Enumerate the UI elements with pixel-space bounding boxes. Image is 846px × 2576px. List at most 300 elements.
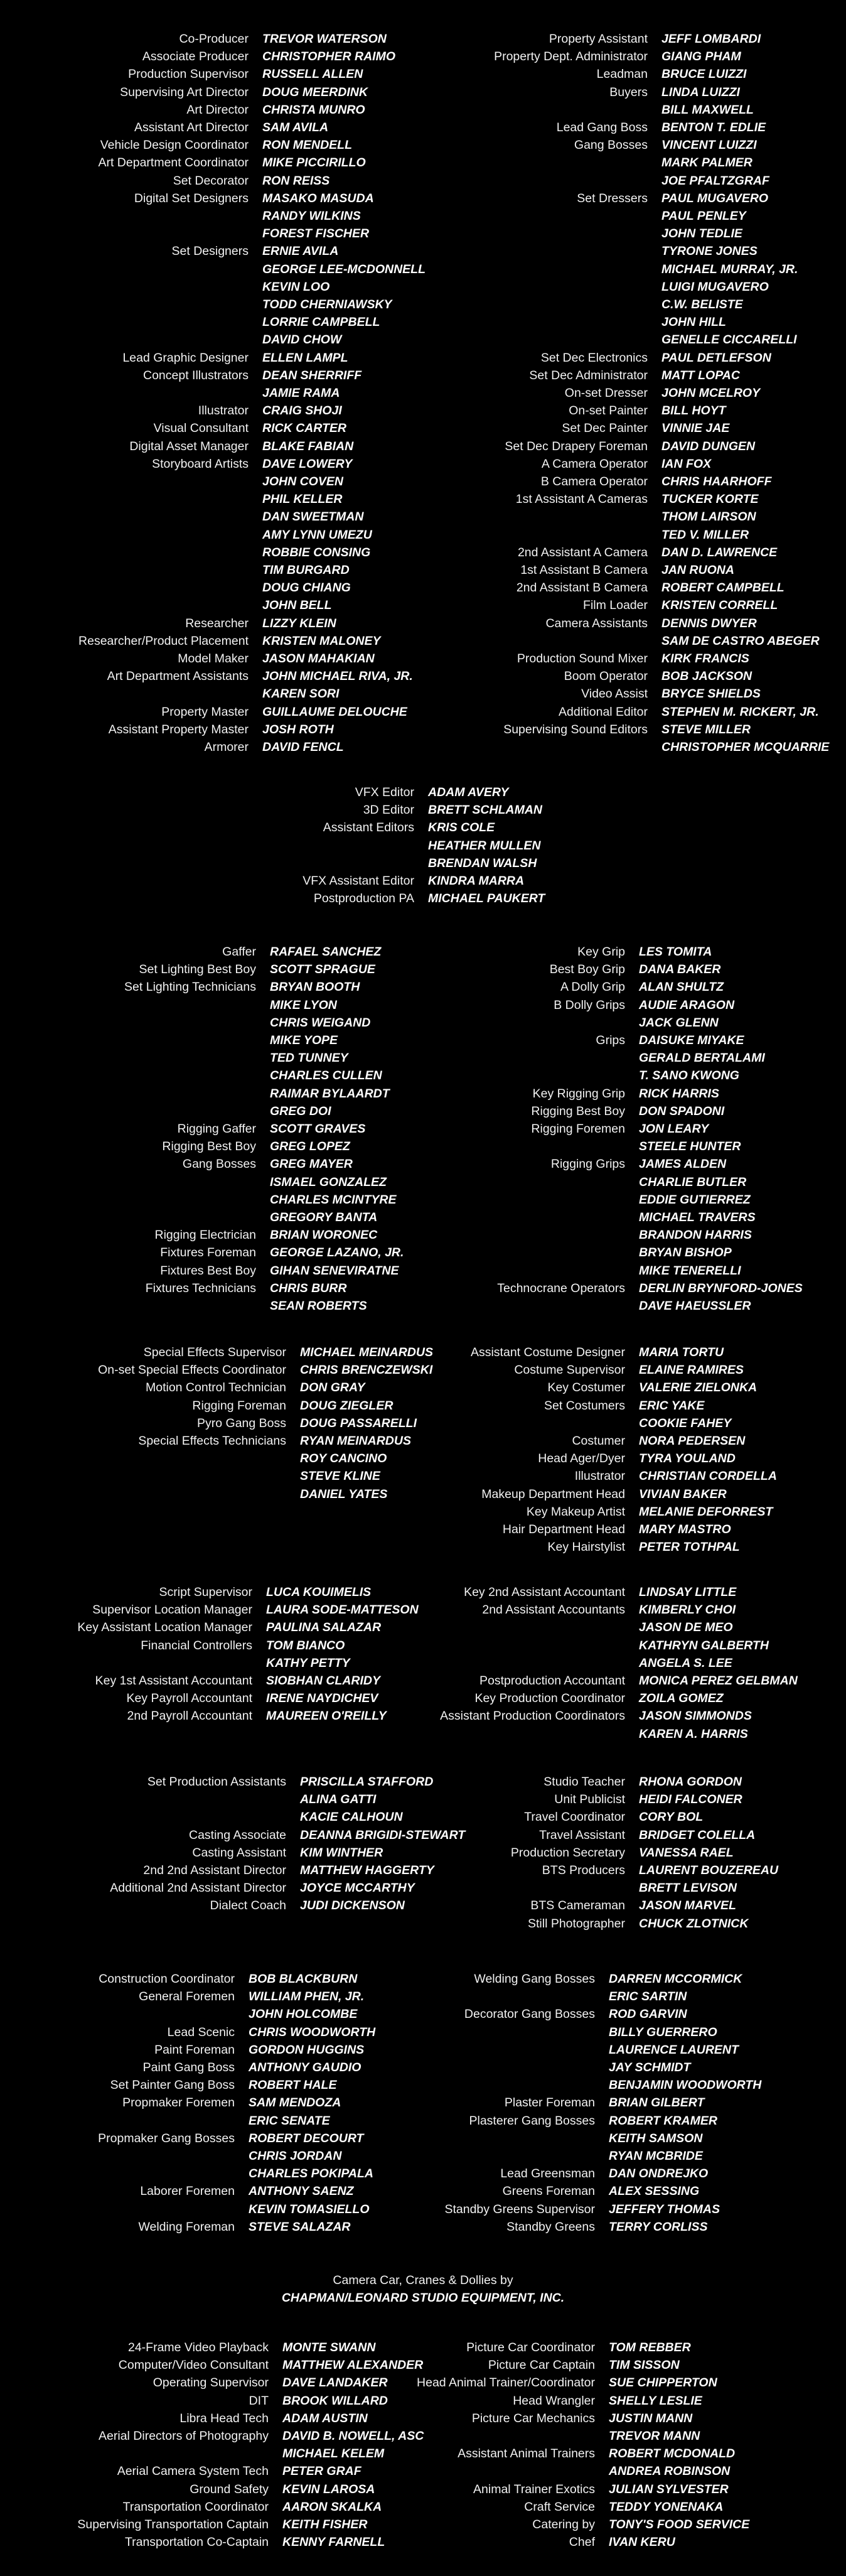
- credit-role: Production Sound Mixer: [517, 652, 648, 666]
- credit-row: [0, 1879, 846, 1897]
- credit-role: Special Effects Technicians: [138, 1434, 286, 1448]
- credit-role: Illustrator: [574, 1469, 625, 1484]
- credit-name: DAISUKE MIYAKE: [639, 1033, 744, 1047]
- credit-name: IRENE NAYDICHEV: [266, 1691, 378, 1706]
- credit-row: [0, 2059, 846, 2076]
- credit-name: AUDIE ARAGON: [639, 998, 735, 1012]
- credit-name: TYRA YOULAND: [639, 1452, 736, 1466]
- credit-role: Set Dec Painter: [562, 421, 648, 436]
- credit-row: [0, 561, 846, 579]
- credit-name: SCOTT GRAVES: [270, 1122, 366, 1136]
- credit-row: [0, 65, 846, 83]
- credit-name: MATT LOPAC: [661, 368, 740, 382]
- credit-row: [0, 296, 846, 313]
- credit-row: [0, 943, 846, 961]
- credit-role: 3D Editor: [363, 803, 414, 817]
- credit-name: ELAINE RAMIRES: [639, 1363, 744, 1377]
- credit-role: Transportation Coordinator: [122, 2499, 269, 2514]
- credit-row: [0, 801, 846, 819]
- credit-role: Additional 2nd Assistant Director: [110, 1881, 286, 1895]
- credit-row: [0, 1637, 846, 1654]
- credit-name: MICHAEL TRAVERS: [639, 1210, 756, 1224]
- credit-role: Special Effects Supervisor: [143, 1345, 286, 1359]
- credit-role: Vehicle Design Coordinator: [100, 138, 249, 153]
- credit-row: [0, 2427, 846, 2445]
- credit-name: DENNIS DWYER: [661, 616, 757, 630]
- credit-row: [0, 1826, 846, 1844]
- credit-role: Paint Gang Boss: [142, 2061, 235, 2074]
- credit-name: JOSH ROTH: [262, 722, 334, 736]
- credit-row: [0, 1791, 846, 1808]
- credit-role: Gang Bosses: [574, 138, 648, 153]
- credit-role: Welding Gang Bosses: [474, 1972, 595, 1986]
- credit-role: Key 2nd Assistant Accountant: [464, 1585, 625, 1599]
- credit-role: Computer/Video Consultant: [118, 2358, 269, 2373]
- credit-name: WILLIAM PHEN, JR.: [249, 1990, 365, 2004]
- credit-role: 24-Frame Video Playback: [127, 2341, 269, 2354]
- credit-role: Fixtures Foreman: [160, 1246, 256, 1260]
- credit-row: [0, 685, 846, 703]
- credit-name: MATTHEW ALEXANDER: [282, 2358, 424, 2373]
- credit-row: [0, 261, 846, 278]
- credit-name: BOB BLACKBURN: [249, 1972, 358, 1986]
- credit-name: ERIC SARTIN: [609, 1990, 687, 2004]
- credit-name: PHIL KELLER: [262, 492, 343, 507]
- credit-name: DANA BAKER: [639, 962, 721, 977]
- credit-name: DON GRAY: [300, 1381, 365, 1395]
- credit-role: Buyers: [609, 85, 648, 99]
- credit-name: LINDSAY LITTLE: [639, 1585, 737, 1599]
- credit-row: [0, 2462, 846, 2480]
- credit-role: Pyro Gang Boss: [197, 1416, 286, 1430]
- credit-name: GREG DOI: [270, 1104, 331, 1118]
- credit-name: RON MENDELL: [262, 138, 352, 153]
- credit-name: GIANG PHAM: [661, 50, 741, 64]
- credit-role: Costumer: [572, 1434, 625, 1448]
- credit-name: BRYAN BOOTH: [270, 980, 360, 994]
- credit-name: BRETT SCHLAMAN: [428, 803, 542, 817]
- credit-name: ANTHONY SAENZ: [249, 2184, 354, 2199]
- credit-role: Animal Trainer Exotics: [473, 2482, 595, 2496]
- credit-role: Leadman: [596, 67, 648, 82]
- credit-name: TERRY CORLISS: [609, 2219, 708, 2234]
- credit-name: ALINA GATTI: [300, 1792, 377, 1807]
- credit-row: [0, 2041, 846, 2059]
- credit-row: [0, 526, 846, 544]
- credit-name: MARK PALMER: [661, 156, 752, 170]
- credit-row: [0, 242, 846, 260]
- credit-role: Set Dec Administrator: [529, 368, 648, 382]
- credit-name: EDDIE GUTIERREZ: [639, 1192, 751, 1207]
- credit-role: Rigging Electrician: [154, 1228, 256, 1242]
- credit-name: BENJAMIN WOODWORTH: [609, 2078, 762, 2093]
- credit-name: TONY'S FOOD SERVICE: [609, 2518, 750, 2531]
- credit-role: Art Director: [186, 102, 249, 117]
- credit-row: [0, 30, 846, 48]
- credit-name: VINCENT LUIZZI: [661, 138, 757, 153]
- credit-role: Plasterer Gang Bosses: [469, 2113, 595, 2128]
- credit-row: [0, 1361, 846, 1379]
- credit-name: JACK GLENN: [639, 1015, 719, 1030]
- credit-role: Set Painter Gang Boss: [110, 2078, 235, 2093]
- credit-role: Associate Producer: [142, 50, 249, 64]
- credit-row: [0, 890, 846, 907]
- credit-row: [0, 1049, 846, 1067]
- credit-row: [0, 1654, 846, 1672]
- credit-role: Catering by: [532, 2518, 595, 2531]
- credit-name: BRUCE LUIZZI: [661, 67, 747, 82]
- credit-name: JOHN BELL: [262, 598, 332, 613]
- credit-row: [0, 1503, 846, 1521]
- credit-row: [0, 419, 846, 437]
- credit-row: [0, 1970, 846, 1988]
- credit-role: Lead Greensman: [500, 2167, 595, 2181]
- credit-name: TEDDY YONENAKA: [609, 2499, 724, 2514]
- credit-row: [0, 154, 846, 171]
- credit-row: [0, 784, 846, 801]
- credit-name: ROBERT DECOURT: [249, 2131, 364, 2145]
- credit-name: COOKIE FAHEY: [639, 1416, 732, 1430]
- credit-role: Propmaker Gang Bosses: [98, 2131, 235, 2145]
- credit-role: Chef: [569, 2535, 595, 2550]
- credit-row: [0, 961, 846, 978]
- credit-role: Plaster Foreman: [504, 2096, 595, 2110]
- credit-role: A Camera Operator: [541, 456, 648, 471]
- credit-role: Welding Foreman: [138, 2219, 235, 2234]
- credit-name: JOHN TEDLIE: [661, 227, 742, 241]
- credit-name: RON REISS: [262, 173, 330, 188]
- credit-role: Film Loader: [583, 598, 648, 613]
- credit-row: [0, 1379, 846, 1396]
- credit-name: MAUREEN O'REILLY: [266, 1709, 387, 1723]
- credit-name: JOHN HILL: [661, 315, 726, 330]
- credit-name: GREGORY BANTA: [270, 1210, 378, 1224]
- credit-name: HEATHER MULLEN: [428, 838, 541, 853]
- credit-name: MELANIE DEFORREST: [639, 1504, 773, 1519]
- credit-name: BROOK WILLARD: [282, 2393, 388, 2408]
- credit-row: [0, 2076, 846, 2094]
- credit-role: Libra Head Tech: [179, 2411, 269, 2425]
- credit-name: ELLEN LAMPL: [262, 350, 348, 365]
- credit-role: Fixtures Best Boy: [160, 1263, 256, 1278]
- credit-row: [0, 1085, 846, 1102]
- credit-role: Set Dec Drapery Foreman: [505, 439, 648, 453]
- credit-name: KATHRYN GALBERTH: [639, 1638, 769, 1652]
- credit-row: [0, 738, 846, 756]
- credit-role: Standby Greens Supervisor: [444, 2202, 595, 2216]
- credit-role: Camera Assistants: [545, 616, 648, 630]
- credit-name: JOHN MCELROY: [661, 386, 761, 400]
- credit-row: [0, 1415, 846, 1432]
- credit-name: DEAN SHERRIFF: [262, 368, 362, 382]
- credit-role: Lead Gang Boss: [556, 121, 648, 134]
- credit-name: DOUG CHIANG: [262, 581, 351, 595]
- credit-role: BTS Cameraman: [530, 1899, 625, 1913]
- credit-row: [0, 1862, 846, 1879]
- credit-role: 2nd Assistant B Camera: [516, 581, 648, 595]
- credit-row: [0, 190, 846, 207]
- credit-name: JAY SCHMIDT: [609, 2061, 691, 2074]
- credit-role: Armorer: [204, 740, 249, 754]
- credit-row: [0, 2218, 846, 2236]
- credit-row: [0, 313, 846, 331]
- credit-name: JAMIE RAMA: [262, 386, 340, 400]
- credit-role: Casting Assistant: [192, 1845, 286, 1860]
- credit-row: [0, 2201, 846, 2218]
- credit-name: DOUG MEERDINK: [262, 85, 368, 99]
- credit-name: DAVID FENCL: [262, 740, 344, 754]
- credit-name: LAURENT BOUZEREAU: [639, 1863, 779, 1877]
- credit-row: [0, 1102, 846, 1120]
- credit-row: [0, 1915, 846, 1932]
- credit-role: Gaffer: [222, 945, 256, 959]
- credit-role: Key Production Coordinator: [474, 1691, 625, 1706]
- credit-role: Picture Car Mechanics: [471, 2411, 595, 2425]
- credit-name: LINDA LUIZZI: [661, 85, 740, 99]
- credit-role: Greens Foreman: [502, 2184, 595, 2199]
- credit-role: Assistant Production Coordinators: [440, 1709, 625, 1723]
- credit-name: RAIMAR BYLAARDT: [270, 1086, 390, 1101]
- credit-role: Hair Department Head: [502, 1522, 625, 1536]
- credit-name: BRYAN BISHOP: [639, 1246, 732, 1260]
- credit-role: Supervisor Location Manager: [92, 1603, 252, 1617]
- credit-name: SAM AVILA: [262, 121, 329, 134]
- credit-name: JOHN MICHAEL RIVA, JR.: [262, 669, 413, 684]
- credit-row: [0, 2024, 846, 2041]
- credit-name: KEITH SAMSON: [609, 2131, 703, 2145]
- credit-name: RYAN MCBRIDE: [609, 2149, 703, 2163]
- credit-role: Lead Scenic: [167, 2025, 235, 2039]
- credit-row: [0, 615, 846, 632]
- credit-role: Researcher/Product Placement: [78, 633, 249, 648]
- credit-name: KRISTEN MALONEY: [262, 633, 381, 648]
- credit-name: KIMBERLY CHOI: [639, 1603, 736, 1617]
- credit-name: JAN RUONA: [661, 563, 734, 577]
- credit-role: Postproduction PA: [313, 892, 414, 906]
- credit-role: Craft Service: [524, 2499, 595, 2514]
- credit-role: Co-Producer: [179, 32, 249, 46]
- credit-row: [0, 667, 846, 685]
- credit-role: Gang Bosses: [182, 1157, 256, 1172]
- credit-name: TREVOR WATERSON: [262, 32, 387, 46]
- credit-name: VINNIE JAE: [661, 421, 730, 436]
- credit-row: [0, 2410, 846, 2427]
- credit-name: JEFFERY THOMAS: [609, 2202, 720, 2216]
- credit-name: DERLIN BRYNFORD-JONES: [639, 1281, 803, 1295]
- credit-row: [0, 473, 846, 490]
- credit-name: RUSSELL ALLEN: [262, 67, 363, 82]
- credit-row: [0, 1707, 846, 1725]
- credit-role: Makeup Department Head: [481, 1487, 625, 1501]
- credit-role: Script Supervisor: [159, 1585, 252, 1599]
- credit-role: Propmaker Foremen: [122, 2096, 235, 2110]
- credit-role: Art Department Assistants: [107, 669, 249, 684]
- credit-role: Financial Controllers: [141, 1638, 252, 1652]
- credit-name: HEIDI FALCONER: [639, 1792, 742, 1807]
- credit-name: BRYCE SHIELDS: [661, 687, 761, 701]
- credit-row: [0, 1344, 846, 1361]
- credit-row: [0, 1583, 846, 1601]
- credit-name: BILLY GUERRERO: [609, 2025, 717, 2039]
- credit-row: [0, 2498, 846, 2516]
- credit-role: Decorator Gang Bosses: [464, 2007, 595, 2022]
- credit-row: [0, 1808, 846, 1826]
- credit-role: Property Assistant: [549, 32, 648, 46]
- credit-name: ROBERT KRAMER: [609, 2113, 717, 2128]
- credit-role: VFX Assistant Editor: [303, 874, 414, 888]
- credit-row: [0, 2374, 846, 2391]
- credit-row: [0, 1619, 846, 1636]
- credit-name: VIVIAN BAKER: [639, 1487, 727, 1501]
- credit-row: [0, 996, 846, 1014]
- credit-name: TED TUNNEY: [270, 1051, 348, 1065]
- credit-role: Researcher: [185, 616, 249, 630]
- credit-name: CHARLES POKIPALA: [249, 2167, 373, 2181]
- credit-name: ERIC SENATE: [249, 2113, 330, 2128]
- credit-row: [0, 632, 846, 650]
- credit-role: Grips: [596, 1033, 625, 1047]
- credit-name: BILL MAXWELL: [661, 102, 754, 117]
- credit-role: Picture Car Coordinator: [466, 2341, 595, 2354]
- credit-name: DOUG PASSARELLI: [300, 1416, 417, 1430]
- credit-name: BRIAN GILBERT: [609, 2096, 705, 2110]
- credit-row: [0, 1138, 846, 1155]
- credit-name: MARIA TORTU: [639, 1345, 724, 1359]
- credit-role: Picture Car Captain: [488, 2358, 595, 2373]
- credit-row: [0, 2112, 846, 2130]
- credit-name: RHONA GORDON: [639, 1775, 742, 1789]
- credit-name: LORRIE CAMPBELL: [262, 315, 380, 330]
- credit-role: B Dolly Grips: [554, 998, 625, 1012]
- credit-role: Casting Associate: [188, 1828, 286, 1842]
- credit-role: 2nd Payroll Accountant: [127, 1709, 252, 1723]
- credit-role: Set Dressers: [577, 191, 648, 205]
- credit-name: VANESSA RAEL: [639, 1845, 734, 1860]
- credit-name: SAM DE CASTRO ABEGER: [661, 633, 820, 648]
- credit-name: JASON MARVEL: [639, 1899, 736, 1913]
- credit-role: Aerial Camera System Tech: [117, 2464, 269, 2479]
- credit-name: DARREN MCCORMICK: [609, 1972, 742, 1986]
- credit-name: SCOTT SPRAGUE: [270, 962, 375, 977]
- credit-role: Aerial Directors of Photography: [99, 2429, 269, 2443]
- credit-row: [0, 1844, 846, 1862]
- credit-row: [0, 978, 846, 996]
- credit-name: KENNY FARNELL: [282, 2535, 385, 2550]
- credit-name: GORDON HUGGINS: [249, 2042, 365, 2057]
- credit-row: [0, 1432, 846, 1450]
- credit-role: On-set Painter: [569, 404, 648, 418]
- credit-role: Production Secretary: [510, 1845, 625, 1860]
- credit-role: Set Designers: [171, 244, 249, 259]
- credit-row: [0, 508, 846, 525]
- credit-name: T. SANO KWONG: [639, 1069, 739, 1083]
- credit-row: [0, 1689, 846, 1707]
- credit-role: Assistant Animal Trainers: [458, 2447, 595, 2461]
- credit-name: KIRK FRANCIS: [661, 652, 749, 666]
- credit-role: Studio Teacher: [543, 1775, 625, 1789]
- credit-name: KRIS COLE: [428, 821, 495, 835]
- credit-name: KIM WINTHER: [300, 1845, 383, 1860]
- credit-name: ADAM AVERY: [428, 785, 509, 799]
- credit-row: [0, 837, 846, 854]
- credit-name: BRIAN WORONEC: [270, 1228, 378, 1242]
- credit-name: SAM MENDOZA: [249, 2096, 341, 2110]
- credit-role: Rigging Grips: [550, 1157, 625, 1172]
- credit-name: MASAKO MASUDA: [262, 191, 374, 205]
- credit-name: DAVID CHOW: [262, 333, 342, 347]
- credit-name: DOUG ZIEGLER: [300, 1398, 394, 1413]
- credit-name: DAVE LOWERY: [262, 456, 353, 471]
- credit-name: TODD CHERNIAWSKY: [262, 298, 392, 311]
- credit-role: Key Assistant Location Manager: [77, 1620, 252, 1635]
- credit-name: GREG LOPEZ: [270, 1140, 350, 1154]
- credit-name: PETER TOTHPAL: [639, 1540, 740, 1555]
- credit-role: Boom Operator: [564, 669, 648, 684]
- credit-name: CORY BOL: [639, 1810, 704, 1824]
- credit-row: [0, 854, 846, 872]
- credit-name: KAREN SORI: [262, 687, 340, 701]
- credit-row: [0, 819, 846, 836]
- credit-name: SUE CHIPPERTON: [609, 2376, 717, 2390]
- credit-row: [0, 136, 846, 154]
- credit-name: BENTON T. EDLIE: [661, 121, 766, 134]
- credit-role: Set Costumers: [544, 1398, 625, 1413]
- credit-row: [0, 1244, 846, 1261]
- credit-row: [0, 1226, 846, 1244]
- credit-name: ROBBIE CONSING: [262, 545, 371, 559]
- credit-name: KINDRA MARRA: [428, 874, 525, 888]
- credit-role: Digital Set Designers: [134, 191, 249, 205]
- credit-row: [0, 579, 846, 596]
- credit-name: BRETT LEVISON: [639, 1881, 737, 1895]
- credit-name: GENELLE CICCARELLI: [661, 333, 797, 347]
- credit-row: [0, 703, 846, 721]
- credit-name: ROY CANCINO: [300, 1452, 387, 1466]
- credit-role: On-set Dresser: [564, 386, 648, 400]
- credit-role: Art Department Coordinator: [98, 156, 249, 170]
- credit-name: RICK CARTER: [262, 421, 346, 436]
- credit-name: MICHAEL PAUKERT: [428, 892, 545, 906]
- credit-row: [0, 172, 846, 190]
- credit-row: [0, 1450, 846, 1467]
- credit-role: Key Rigging Grip: [532, 1086, 625, 1101]
- credit-name: JOHN COVEN: [262, 475, 343, 488]
- credit-row: [0, 2533, 846, 2551]
- credit-name: JEFF LOMBARDI: [661, 32, 761, 46]
- credit-role: Assistant Editors: [323, 821, 414, 835]
- credit-role: Head Wrangler: [513, 2393, 595, 2408]
- credit-name: KATHY PETTY: [266, 1656, 350, 1670]
- credit-row: [0, 48, 846, 65]
- credit-role: B Camera Operator: [540, 475, 648, 488]
- credit-row: [0, 119, 846, 136]
- credit-name: STEVE SALAZAR: [249, 2219, 351, 2234]
- credit-name: KRISTEN CORRELL: [661, 598, 778, 613]
- credit-role: Assistant Property Master: [108, 722, 249, 736]
- credit-row: [0, 1538, 846, 1556]
- credit-name: ANDREA ROBINSON: [609, 2464, 731, 2479]
- credit-row: [0, 2182, 846, 2200]
- credit-name: ERIC YAKE: [639, 1398, 705, 1413]
- credit-name: JOHN HOLCOMBE: [249, 2007, 358, 2022]
- credit-name: DAVID B. NOWELL, ASC: [282, 2429, 424, 2443]
- credit-name: ERNIE AVILA: [262, 244, 339, 259]
- credit-role: Set Dec Electronics: [540, 350, 648, 365]
- credit-name: GEORGE LEE-MCDONNELL: [262, 262, 426, 276]
- credit-name: ROBERT MCDONALD: [609, 2447, 736, 2461]
- credit-row: [0, 278, 846, 296]
- credit-row: [0, 1601, 846, 1619]
